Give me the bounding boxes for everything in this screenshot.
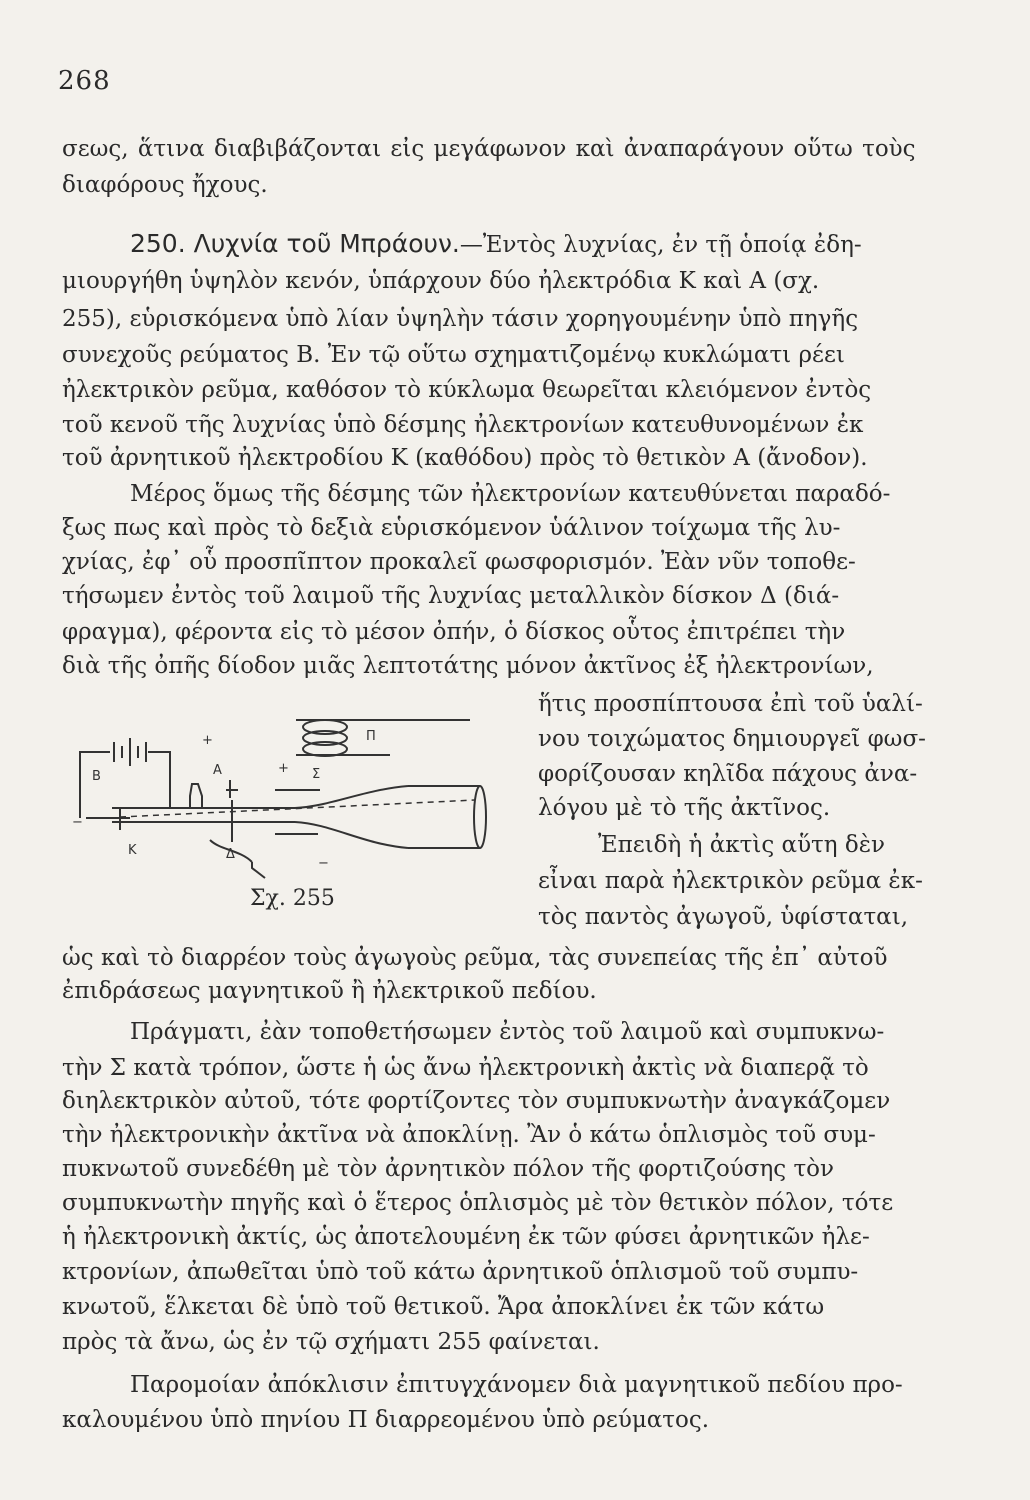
label-plus-2: +: [278, 761, 289, 776]
wrap-line: φορίζουσαν κηλῖδα πάχους ἀνα-: [538, 761, 918, 787]
body-line: ἐπιδράσεως μαγνητικοῦ ἢ ἠλεκτρικοῦ πεδίου.: [62, 978, 597, 1004]
intro-line-1: σεως, ἅτινα διαβιβάζονται εἰς μεγάφωνον καὶ ἀναπαράγουν οὕτω τοὺς: [62, 136, 916, 162]
figure-caption: Σχ. 255: [250, 886, 335, 911]
body-line: κνωτοῦ, ἕλκεται δὲ ὑπὸ τοῦ θετικοῦ. Ἄρα ἀποκλίνει ἐκ τῶν κάτω: [62, 1294, 825, 1320]
battery-b-symbol: [114, 738, 146, 766]
body-line: ἡ ἠλεκτρονικὴ ἀκτίς, ὡς ἀποτελουμένη ἐκ τῶν φύσει ἀρνητικῶν ἠλε-: [62, 1224, 870, 1250]
body-line: τοῦ ἀρνητικοῦ ἠλεκτροδίου Κ (καθόδου) πρὸς τὸ θετικὸν Α (ἄνοδον).: [62, 445, 868, 471]
body-line: συμπυκνωτὴν πηγῆς καὶ ὁ ἕτερος ὁπλισμὸς μὲ τὸν θετικὸν πόλον, τότε: [62, 1190, 894, 1216]
body-line: συνεχοῦς ρεύματος Β. Ἐν τῷ οὕτω σχηματιζομένῳ κυκλώματι ρέει: [62, 342, 845, 368]
body-line: 255), εὑρισκόμενα ὑπὸ λίαν ὑψηλὴν τάσιν χορηγουμένην ὑπὸ πηγῆς: [62, 306, 859, 332]
body-line: κτρονίων, ἀπωθεῖται ὑπὸ τοῦ κάτω ἀρνητικοῦ ὁπλισμοῦ τοῦ συμπυ-: [62, 1259, 859, 1285]
body-line: Παρομοίαν ἀπόκλισιν ἐπιτυγχάνομεν διὰ μαγνητικοῦ πεδίου προ-: [130, 1372, 903, 1398]
label-coil-p: Π: [366, 729, 376, 744]
wrap-line: λόγου μὲ τὸ τῆς ἀκτῖνος.: [538, 795, 831, 821]
label-capacitor-s: Σ: [312, 767, 321, 782]
body-line: τὴν ἠλεκτρονικὴν ἀκτῖνα νὰ ἀποκλίνῃ. Ἂν ὁ κάτω ὁπλισμὸς τοῦ συμ-: [62, 1122, 876, 1148]
label-plus-1: +: [202, 733, 213, 748]
section-title: 250. Λυχνία τοῦ Μπράουν.: [130, 229, 460, 258]
wrap-line: εἶναι παρὰ ἠλεκτρικὸν ρεῦμα ἐκ-: [538, 868, 923, 894]
label-battery-b: Β: [92, 769, 101, 784]
wrap-line: νου τοιχώματος δημιουργεῖ φωσ-: [538, 726, 926, 752]
coil-p-symbol: [303, 720, 347, 756]
label-disc-d: Δ: [226, 847, 235, 862]
body-line: χνίας, ἐφ᾽ οὗ προσπῖπτον προκαλεῖ φωσφορισμόν. Ἐὰν νῦν τοποθε-: [62, 549, 856, 575]
wrap-line: Ἐπειδὴ ἡ ἀκτὶς αὕτη δὲν: [598, 832, 886, 858]
body-line: πρὸς τὰ ἄνω, ὡς ἐν τῷ σχήματι 255 φαίνεται.: [62, 1329, 600, 1355]
body-line: τὴν Σ κατὰ τρόπον, ὥστε ἡ ὡς ἄνω ἠλεκτρονικὴ ἀκτὶς νὰ διαπερᾷ τὸ: [62, 1055, 869, 1081]
label-anode-a: Α: [213, 763, 222, 778]
body-line: ἠλεκτρικὸν ρεῦμα, καθόσον τὸ κύκλωμα θεωρεῖται κλειόμενον ἐντὸς: [62, 377, 872, 403]
section-first-line-rest: —Ἐντὸς λυχνίας, ἐν τῇ ὁποίᾳ ἐδη-: [459, 232, 862, 258]
figure-labels: [72, 729, 376, 871]
body-line: μιουργήθη ὑψηλὸν κενόν, ὑπάρχουν δύο ἠλεκτρόδια Κ καὶ Α (σχ.: [62, 268, 820, 294]
body-line: καλουμένου ὑπὸ πηνίου Π διαρρεομένου ὑπὸ ρεύματος.: [62, 1407, 710, 1433]
body-line: ξως πως καὶ πρὸς τὸ δεξιὰ εὑρισκόμενον ὑάλινον τοίχωμα τῆς λυ-: [62, 515, 841, 541]
body-line: τοῦ κενοῦ τῆς λυχνίας ὑπὸ δέσμης ἠλεκτρονίων κατευθυνομένων ἐκ: [62, 412, 864, 438]
label-minus-1: −: [72, 815, 83, 830]
body-line: Μέρος ὅμως τῆς δέσμης τῶν ἠλεκτρονίων κατευθύνεται παραδό-: [130, 481, 891, 507]
intro-line-2: διαφόρους ἤχους.: [62, 172, 268, 198]
body-line: Πράγματι, ἐὰν τοποθετήσωμεν ἐντὸς τοῦ λαιμοῦ καὶ συμπυκνω-: [130, 1019, 885, 1045]
body-line: ὡς καὶ τὸ διαρρέον τοὺς ἀγωγοὺς ρεῦμα, τὰς συνεπείας τῆς ἐπ᾽ αὐτοῦ: [62, 945, 888, 971]
wrap-line: ἥτις προσπίπτουσα ἐπὶ τοῦ ὑαλί-: [538, 691, 923, 717]
section-heading-line: [130, 229, 862, 260]
wrap-line: τὸς παντὸς ἀγωγοῦ, ὑφίσταται,: [538, 904, 909, 930]
circuit-wires: [80, 720, 486, 878]
label-cathode-k: Κ: [128, 843, 137, 858]
label-minus-2: −: [318, 856, 329, 871]
body-line: φραγμα), φέροντα εἰς τὸ μέσον ὀπήν, ὁ δίσκος οὗτος ἐπιτρέπει τὴν: [62, 619, 846, 645]
page-number: 268: [58, 66, 111, 96]
body-line: διὰ τῆς ὀπῆς δίοδον μιᾶς λεπτοτάτης μόνον ἀκτῖνος ἐξ ἠλεκτρονίων,: [62, 653, 874, 679]
body-line: τήσωμεν ἐντὸς τοῦ λαιμοῦ τῆς λυχνίας μεταλλικὸν δίσκον Δ (διά-: [62, 583, 840, 609]
body-line: πυκνωτοῦ συνεδέθη μὲ τὸν ἀρνητικὸν πόλον τῆς φορτιζούσης τὸν: [62, 1156, 835, 1182]
body-line: διηλεκτρικὸν αὐτοῦ, τότε φορτίζοντες τὸν συμπυκνωτὴν ἀναγκάζομεν: [62, 1088, 891, 1114]
